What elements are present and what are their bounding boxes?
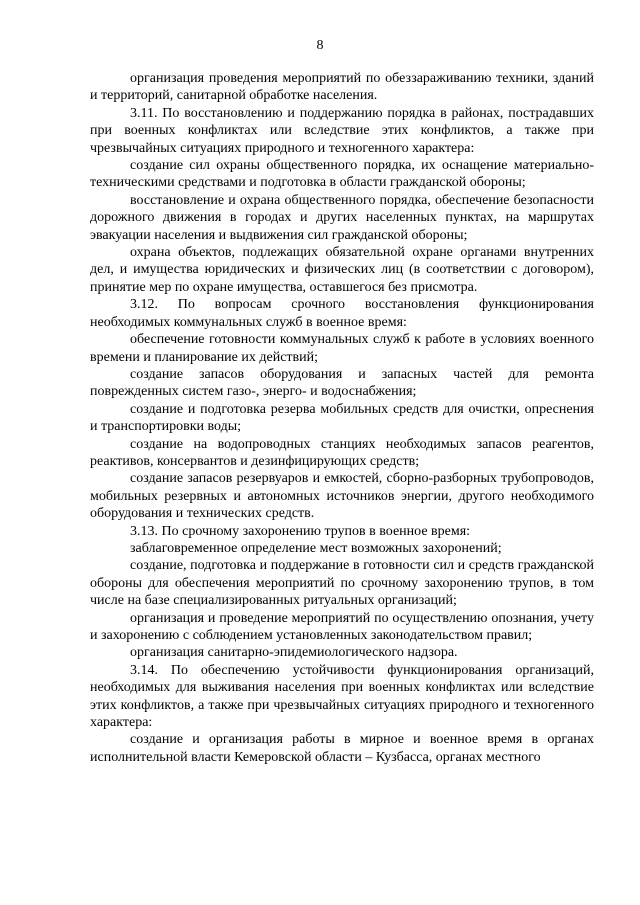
paragraph: заблаговременное определение мест возможных захоронений; xyxy=(130,540,502,556)
paragraph: 3.14. По обеспечению устойчивости функционирования организаций, необходимых для выживания населения при военных конфликтах или вследствие этих конфликтов, а также при чрезвычайных ситуациях природного и техногенного характера: xyxy=(90,662,594,731)
paragraph: восстановление и охрана общественного порядка, обеспечение безопасности дорожного движения в городах и других населенных пунктах, на маршрутах эвакуации населения и выдвижения сил гражданской обороны; xyxy=(90,192,594,243)
paragraph: 3.13. По срочному захоронению трупов в военное время: xyxy=(130,523,471,539)
page-number: 8 xyxy=(316,38,324,53)
paragraph: создание и подготовка резерва мобильных средств для очистки, опреснения и транспортировки воды; xyxy=(90,401,594,435)
paragraph: 3.11. По восстановлению и поддержанию порядка в районах, пострадавших при военных конфликтах или вследствие этих конфликтов, а также при чрезвычайных ситуациях природного и техногенного характера: xyxy=(90,105,594,156)
document-body xyxy=(90,70,594,766)
paragraph: организация проведения мероприятий по обеззараживанию техники, зданий и территорий, санитарной обработке населения. xyxy=(90,71,594,104)
paragraph: создание запасов оборудования и запасных частей для ремонта поврежденных систем газо-, энерго- и водоснабжения; xyxy=(90,366,594,400)
paragraph: создание и организация работы в мирное и военное время в органах исполнительной власти Кемеровской области – Кузбасса, органах местного xyxy=(90,732,594,765)
paragraph: создание сил охраны общественного порядка, их оснащение материально-техническими средствами и подготовка в области гражданской обороны; xyxy=(90,158,594,191)
paragraph: создание запасов резервуаров и емкостей, сборно-разборных трубопроводов, мобильных резервных и автономных источников энергии, другого необходимого оборудования и технических средств. xyxy=(90,471,594,522)
paragraph: 3.12. По вопросам срочного восстановления функционирования необходимых коммунальных служб в военное время: xyxy=(90,297,594,330)
paragraph: создание на водопроводных станциях необходимых запасов реагентов, реактивов, консервантов и дезинфицирующих средств; xyxy=(90,436,594,469)
paragraph: охрана объектов, подлежащих обязательной охране органами внутренних дел, и имущества юридических и физических лиц (в соответствии с договором), принятие мер по охране имущества, оставшегося без присмотра. xyxy=(90,245,594,295)
paragraph: организация и проведение мероприятий по осуществлению опознания, учету и захоронению с соблюдением установленных законодательством правил; xyxy=(90,610,594,643)
paragraph: обеспечение готовности коммунальных служб к работе в условиях военного времени и планирование их действий; xyxy=(90,332,594,365)
paragraph: создание, подготовка и поддержание в готовности сил и средств гражданской обороны для обеспечения мероприятий по срочному захоронению трупов, в том числе на базе специализированных ритуальных организаций; xyxy=(90,558,594,609)
paragraph: организация санитарно-эпидемиологического надзора. xyxy=(130,645,458,661)
